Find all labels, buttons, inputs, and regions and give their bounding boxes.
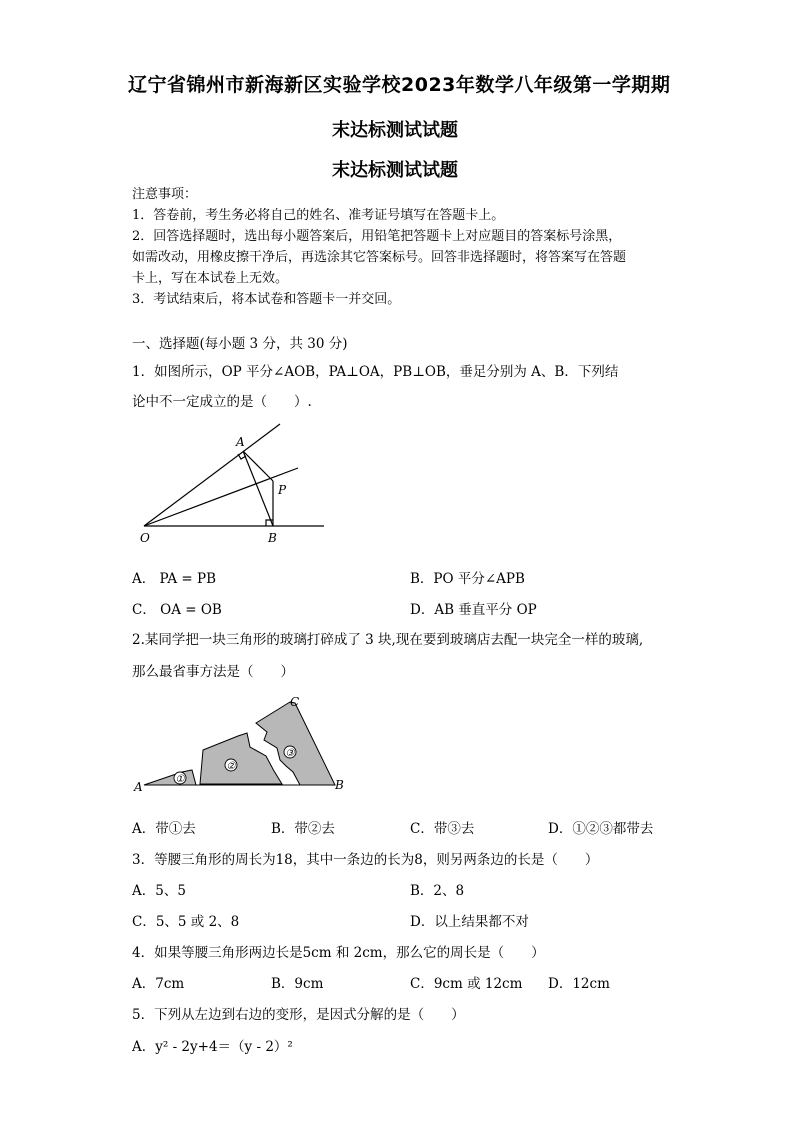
notice-item: 如需改动，用橡皮擦干净后，再选涂其它答案标号。回答非选择题时，将答案写在答题 <box>132 250 627 265</box>
question-2-stem-cont: 那么最省事方法是（ ） <box>132 664 294 680</box>
question-1-stem-cont: 论中不一定成立的是（ ）. <box>132 394 312 410</box>
question-4-stem: 4．如果等腰三角形两边长是5cm 和 2cm，那么它的周长是（ ） <box>132 945 545 961</box>
question-1-option-b[interactable]: B．PO 平分∠APB <box>410 571 525 587</box>
question-1-option-a[interactable]: A． PA = PB <box>132 571 217 587</box>
question-4-option-b[interactable]: B．9cm <box>271 976 324 992</box>
question-4-option-a[interactable]: A．7cm <box>132 976 185 992</box>
ray-oa <box>144 424 280 526</box>
exam-subtitle: 末达标测试试题 <box>332 120 458 141</box>
question-1-figure <box>130 420 330 550</box>
label-b: B <box>268 531 277 545</box>
question-2-option-d[interactable]: D．①②③都带去 <box>548 821 654 837</box>
question-3-option-b[interactable]: B．2、8 <box>410 883 465 899</box>
question-2-option-a[interactable]: A．带①去 <box>132 821 196 837</box>
question-2-option-c[interactable]: C．带③去 <box>410 821 475 837</box>
piece-label-3: ③ <box>285 748 295 759</box>
notice-item: 卡上，写在本试卷上无效。 <box>132 271 289 286</box>
question-2-figure <box>130 690 360 798</box>
question-3-option-a[interactable]: A．5、5 <box>132 883 186 899</box>
ray-op <box>144 468 298 526</box>
segment-ab <box>243 451 273 526</box>
section-heading: 一、选择题(每小题 3 分，共 30 分) <box>132 336 348 352</box>
label-a: A <box>236 435 245 449</box>
exam-title: 辽宁省锦州市新海新区实验学校2023年数学八年级第一学期期 <box>128 74 671 96</box>
question-5-option-a[interactable]: A．y² - 2y+4＝（y - 2）² <box>132 1039 293 1055</box>
label-o: O <box>140 531 150 545</box>
vertex-label-b: B <box>335 778 344 792</box>
label-p: P <box>278 483 287 497</box>
notice-item: 3．考试结束后，将本试卷和答题卡一并交回。 <box>132 292 401 307</box>
question-1-option-c[interactable]: C． OA = OB <box>132 602 222 618</box>
vertex-label-a: A <box>134 780 143 794</box>
question-5-stem: 5．下列从左边到右边的变形，是因式分解的是（ ） <box>132 1007 465 1023</box>
notice-heading: 注意事项： <box>132 187 198 202</box>
notice-item: 2．回答选择题时，选出每小题答案后，用铅笔把答题卡上对应题目的答案标号涂黑， <box>132 229 622 244</box>
question-3-option-d[interactable]: D．以上结果都不对 <box>410 914 529 930</box>
question-4-option-d[interactable]: D．12cm <box>548 976 610 992</box>
piece-label-1: ① <box>175 774 185 785</box>
question-3-option-c[interactable]: C．5、5 或 2、8 <box>132 914 240 930</box>
piece-label-2: ② <box>226 761 236 772</box>
notice-item: 1．答卷前，考生务必将自己的姓名、准考证号填写在答题卡上。 <box>132 208 505 223</box>
question-1-stem: 1．如图所示，OP 平分∠AOB，PA⊥OA，PB⊥OB，垂足分别为 A、B．下列结 <box>132 364 619 380</box>
glass-piece-1 <box>144 770 196 785</box>
segment-ap <box>243 451 273 481</box>
vertex-label-c: C <box>290 695 300 709</box>
question-2-stem: 2.某同学把一块三角形的玻璃打碎成了 3 块,现在要到玻璃店去配一块完全一样的玻璃, <box>132 632 644 648</box>
question-1-option-d[interactable]: D．AB 垂直平分 OP <box>410 602 537 618</box>
question-2-option-b[interactable]: B．带②去 <box>271 821 335 837</box>
question-3-stem: 3．等腰三角形的周长为18，其中一条边的长为8，则另两条边的长是（ ） <box>132 852 599 868</box>
question-4-option-c[interactable]: C．9cm 或 12cm <box>410 976 523 992</box>
exam-subtitle-repeat: 末达标测试试题 <box>332 160 458 181</box>
